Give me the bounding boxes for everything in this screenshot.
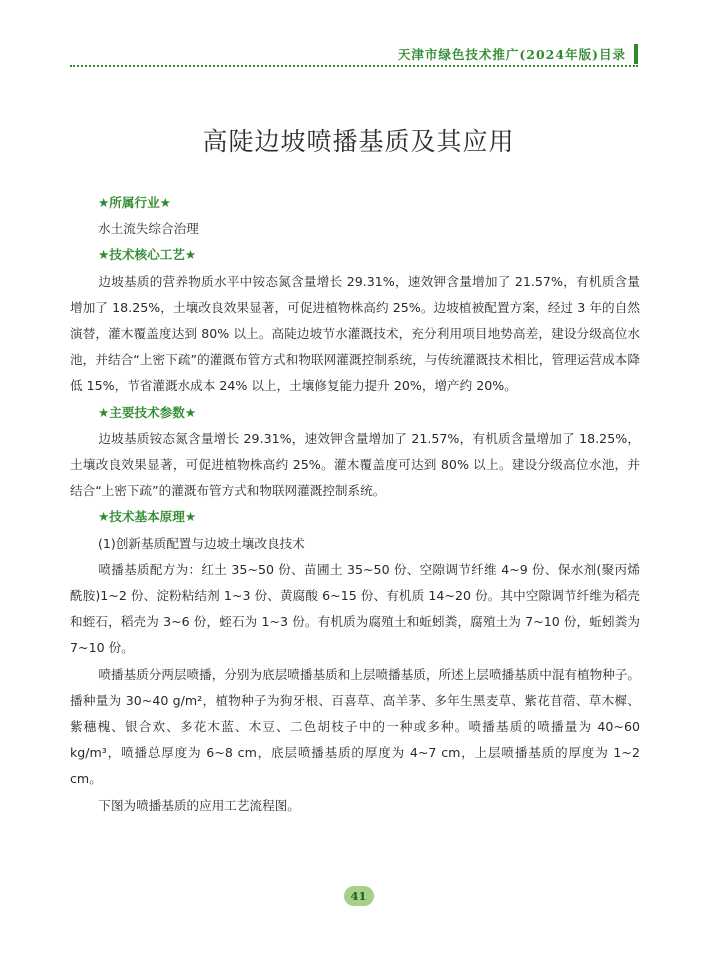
industry-text: 水土流失综合治理 <box>98 221 199 237</box>
header-dotted-rule <box>70 65 638 67</box>
page-title: 高陡边坡喷播基质及其应用 <box>202 127 515 156</box>
running-header <box>70 44 638 66</box>
parameters-paragraph: 边坡基质铵态氮含量增长 29.31%，速效钾含量增加了 21.57%，有机质含量增加了 18.25%，土壤改良效果显著，可促进植物株高约 25%。灌木覆盖度可达到 80% 以上。建设分级高位水池，并结合“上密下疏”的灌溉布管方式和物联网灌溉控制系统。 <box>70 430 640 499</box>
article-body <box>70 190 640 819</box>
principle-paragraph: 喷播基质配方为：红土 35~50 份、苗圃土 35~50 份、空隙调节纤维 4~9 份、保水剂(聚丙烯酰胺)1~2 份、淀粉粘结剂 1~3 份、黄腐酸 6~15 份、有机质 14~20 份。其中空隙调节纤维为稻壳和蛭石，稻壳为 3~6 份，蛭石为 1~3 份。有机质为腐殖土和蚯蚓粪，腐殖土为 7~10 份，蚯蚓粪为 7~10 份。 <box>70 561 640 656</box>
section-heading-parameters: ★主要技术参数★ <box>98 404 197 420</box>
section-heading-industry: ★所属行业★ <box>98 195 171 210</box>
principle-paragraph: 喷播基质分两层喷播，分别为底层喷播基质和上层喷播基质，所述上层喷播基质中混有植物种子。播种量为 30~40 g/m²，植物种子为狗牙根、百喜草、高羊茅、多年生黑麦草、紫花苜蓿、草木樨、紫穗槐、银合欢、多花木蓝、木豆、二色胡枝子中的一种或多种。喷播基质的喷播量为 40~60 kg/m³，喷播总厚度为 6~8 cm，底层喷播基质的厚度为 4~7 cm，上层喷播基质的厚度为 1~2 cm。 <box>70 666 640 787</box>
principle-paragraph: 下图为喷播基质的应用工艺流程图。 <box>98 797 300 813</box>
page-footer <box>0 885 717 906</box>
section-heading-principle: ★技术基本原理★ <box>98 509 197 525</box>
running-header-title: 天津市绿色技术推广(2024年版)目录 <box>397 47 626 62</box>
page-number-badge: 41 <box>344 886 374 906</box>
header-accent-bar <box>634 44 638 64</box>
section-heading-core-process: ★技术核心工艺★ <box>98 247 197 263</box>
principle-subheading: (1)创新基质配置与边坡土壤改良技术 <box>98 535 305 551</box>
core-process-paragraph: 边坡基质的营养物质水平中铵态氮含量增长 29.31%，速效钾含量增加了 21.57%，有机质含量增加了 18.25%，土壤改良效果显著，可促进植物株高约 25%。边坡植被配置方案，经过 3 年的自然演替，灌木覆盖度达到 80% 以上。高陡边坡节水灌溉技术，充分利用项目地势高差，建设分级高位水池，并结合“上密下疏”的灌溉布管方式和物联网灌溉控制系统，与传统灌溉技术相比，管理运营成本降低 15%，节省灌溉水成本 24% 以上，土壤修复能力提升 20%，增产约 20%。 <box>70 273 640 394</box>
